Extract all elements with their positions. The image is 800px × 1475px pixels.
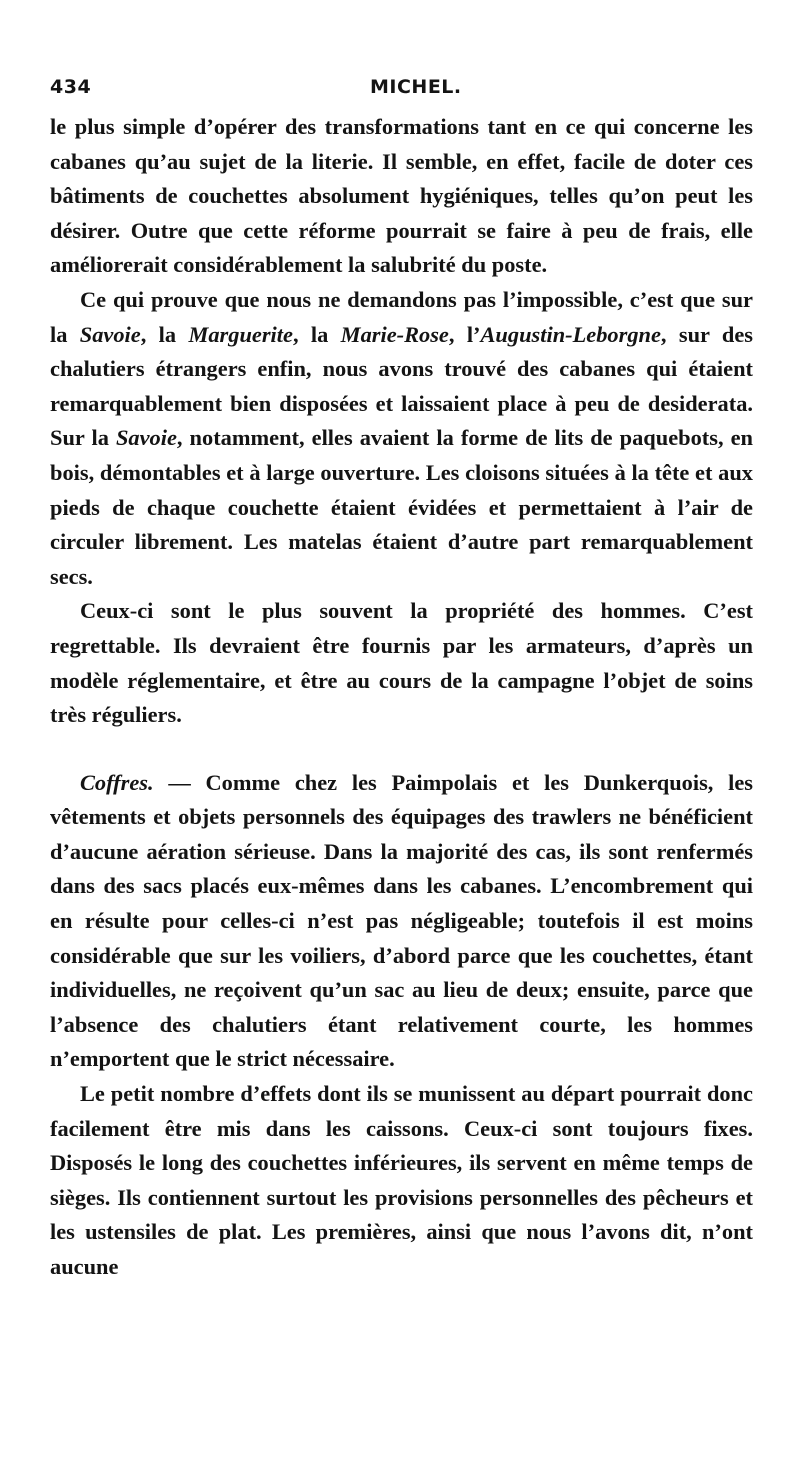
paragraph-3: Ceux-ci sont le plus souvent la propriété des hommes. C’est regrettable. Ils devraient être fournis par les armateurs, d’après un modèle réglementaire, et être au cours de la campagne l’objet de soins très réguliers.: [50, 598, 753, 728]
paragraph-2-text-6: , notamment, elles avaient la forme de lits de paquebots, en bois, démontables et à large ouverture. Les cloisons situées à la tête et aux pieds de chaque couchette étaient évidées et permettaient à l’air de circuler librement. Les matelas étaient d’autre part remarquablement secs.: [50, 425, 753, 589]
page-header: [50, 72, 756, 106]
section-gap: [50, 733, 753, 766]
running-head: MICHEL.: [370, 76, 462, 98]
section-heading-coffres: Coffres.: [80, 769, 154, 795]
paragraph-2-text-1: Ce qui prouve que nous ne demandons pas l’impossible, c’est que sur la: [50, 286, 753, 347]
paragraph-4-text: — Comme chez les Paimpolais et les Dunkerquois, les vêtements et objets personnels des équipages des trawlers ne bénéficient d’aucune aération sérieuse. Dans la majorité des cas, ils sont renfermés dans des sacs placés eux-mêmes dans les cabanes. L’encombrement qui en résulte pour celles-ci n’est pas négligeable; toutefois il est moins considérable que sur les voiliers, d’abord parce que les couchettes, étant individuelles, ne reçoivent qu’un sac au lieu de deux; ensuite, parce que l’absence des chalutiers étant relativement courte, les hommes n’emportent que le strict nécessaire.: [50, 769, 753, 1072]
paragraph-4: [50, 766, 753, 1077]
paragraph-5: Le petit nombre d’effets dont ils se munissent au départ pourrait donc facilement être mis dans les caissons. Ceux-ci sont toujours fixes. Disposés le long des couchettes inférieures, ils servent en même temps de sièges. Ils contiennent surtout les provisions personnelles des pêcheurs et les ustensiles de plat. Les premières, ainsi que nous l’avons dit, n’ont aucune: [50, 1081, 753, 1279]
paragraph-2: [50, 283, 753, 594]
paragraph-2-text-2: , la: [140, 321, 189, 347]
paragraph-2-text-5: , sur des chalutiers étrangers enfin, nous avons trouvé des cabanes qui étaient remarquablement bien disposées et laissaient place à peu de desiderata. Sur la: [50, 321, 753, 451]
body-text: [50, 110, 753, 1285]
ship-name-savoie-2: Savoie: [115, 425, 177, 451]
ship-name-marguerite: Marguerite: [188, 321, 293, 347]
paragraph-2-text-3: , la: [292, 321, 341, 347]
paragraph-2-text-4: , l’: [448, 321, 481, 347]
ship-name-savoie: Savoie: [79, 321, 141, 347]
page-number: 434: [50, 76, 92, 98]
paragraph-1: le plus simple d’opérer des transformations tant en ce qui concerne les cabanes qu’au sujet de la literie. Il semble, en effet, facile de doter ces bâtiments de couchettes absolument hygiéniques, telles qu’on peut les désirer. Outre que cette réforme pourrait se faire à peu de frais, elle améliorerait considérablement la salubrité du poste.: [50, 114, 753, 278]
ship-name-marie-rose: Marie-Rose: [340, 321, 449, 347]
ship-name-augustin-leborgne: Augustin-Leborgne: [480, 321, 661, 347]
